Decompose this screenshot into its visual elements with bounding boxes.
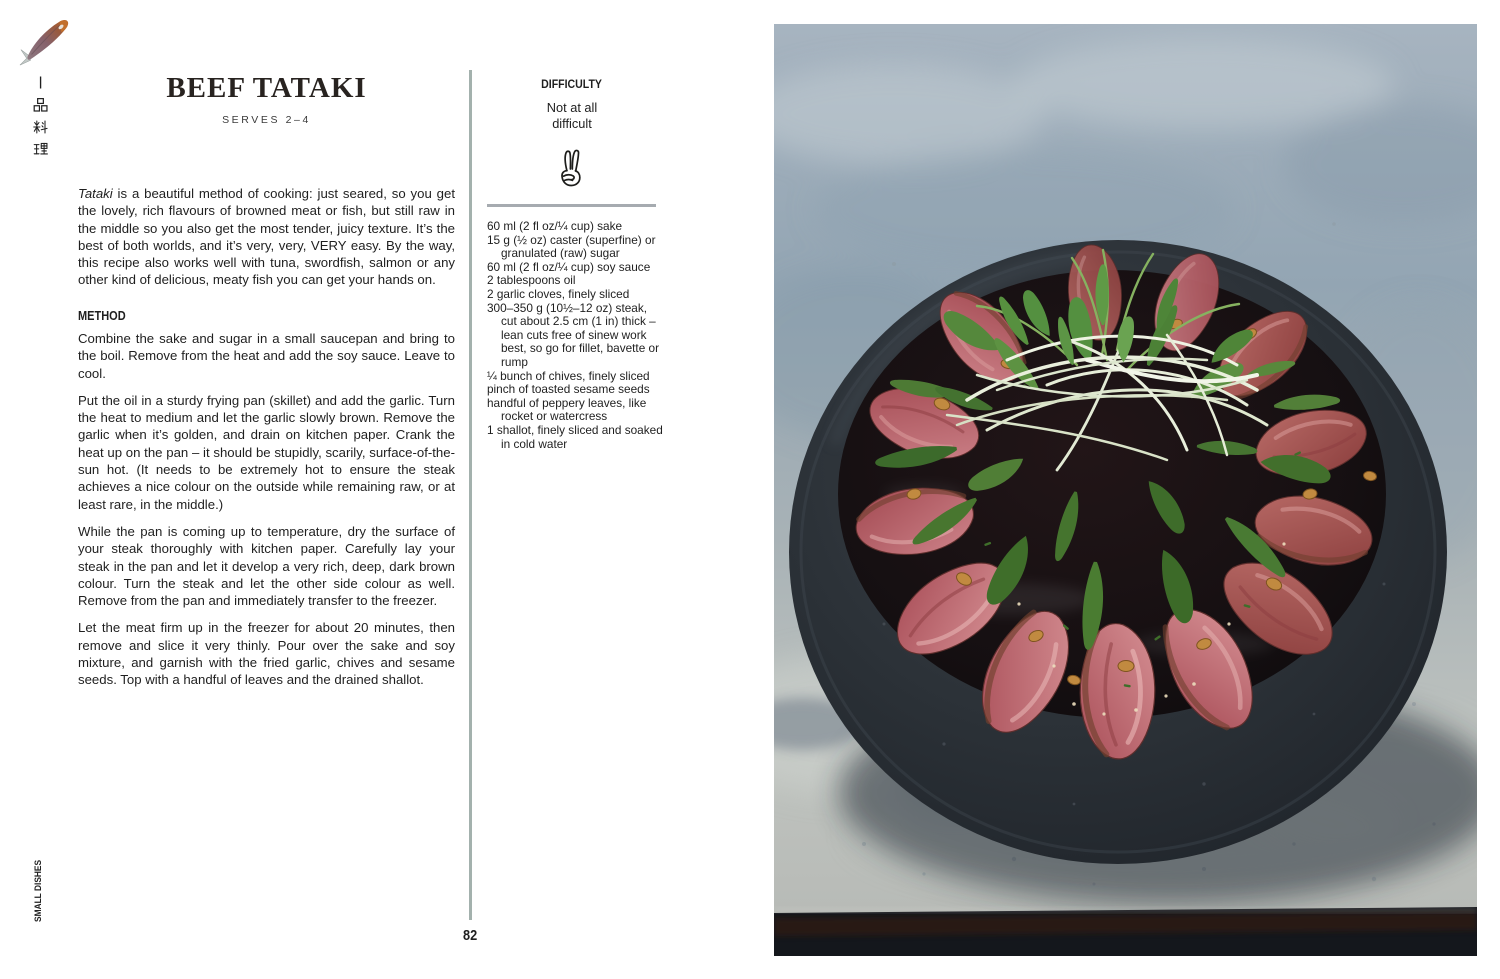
kanji-ichi-glyph (33, 74, 48, 91)
peace-hand-icon (487, 148, 657, 195)
table-edge (774, 907, 1477, 956)
difficulty-block (487, 77, 657, 195)
kanji-ryo-glyph (33, 119, 48, 135)
ingredient-item: 60 ml (2 fl oz/¼ cup) sake (487, 219, 623, 233)
method-paragraph: Combine the sake and sugar in a small saucepan and bring to the boil. Remove from the heat and add the soy sauce. Leave to cool. (78, 331, 455, 381)
method-paragraph: While the pan is coming up to temperature, dry the surface of your steak thoroughly with kitchen paper. Carefully lay your steak in the pan and let it develop a very rich, deep, dark brown colour. Turn the steak and let the other side colour as well. Remove from the pan and immediately transfer to the freezer. (78, 523, 455, 609)
intro-text: is a beautiful method of cooking: just seared, so you get the lovely, rich flavours of browned meat or fish, but still raw in the middle so you also get the most tender, juicy texture. It’s the best of both worlds, and it’s very, very, VERY easy. By the way, this recipe also works well with tuna, swordfish, salmon or any other kind of delicious, meaty fish you can get your hands on. (78, 186, 455, 288)
ingredient-item: handful of peppery leaves, like rocket or watercress (487, 395, 647, 424)
fish-icon (18, 10, 76, 73)
intro-paragraph (78, 185, 455, 289)
ingredient-item: 300–350 g (10½–12 oz) steak, cut about 2.5 cm (1 in) thick – lean cuts free of sinew work best, so go for fillet, bavette or rump (487, 300, 660, 369)
horizontal-divider-rule (487, 204, 656, 207)
photo-description-text (0, 0, 1, 1)
section-label-vertical: SMALL DISHES (33, 859, 44, 922)
difficulty-heading: DIFFICULTY (541, 77, 603, 91)
vertical-divider-rule (469, 70, 472, 920)
ingredient-item: 60 ml (2 fl oz/¼ cup) soy sauce (487, 259, 651, 274)
ingredient-item: 2 garlic cloves, finely sliced (487, 286, 630, 301)
difficulty-value: Not at all difficult (546, 100, 598, 131)
method-heading: METHOD (78, 309, 126, 323)
intro-lead-word: Tataki (78, 186, 113, 201)
kanji-ri-glyph (33, 141, 48, 157)
recipe-header (78, 72, 455, 126)
ingredients-list (487, 220, 665, 451)
serves-label: SERVES 2–4 (222, 114, 311, 126)
ingredient-item: 1 shallot, finely sliced and soaked in cold water (487, 422, 663, 451)
kanji-hin-glyph (33, 97, 48, 113)
ingredient-item: 15 g (½ oz) caster (superfine) or granulated (raw) sugar (487, 232, 656, 261)
page-number: 82 (462, 928, 478, 944)
food-photo (774, 24, 1477, 956)
method-paragraph: Let the meat firm up in the freezer for about 20 minutes, then remove and slice it very thinly. Pour over the sake and soy mixture, and garnish with the fried garlic, chives and sesame seeds. Top with a handful of leaves and the drained shallot. (78, 620, 455, 688)
ingredient-item: ¼ bunch of chives, finely sliced (487, 368, 650, 383)
page-title: BEEF TATAKI (166, 72, 367, 104)
method-paragraphs (78, 330, 455, 699)
ingredient-item: 2 tablespoons oil (487, 273, 576, 288)
method-paragraph: Put the oil in a sturdy frying pan (skillet) and add the garlic. Turn the heat to medium and let the garlic slowly brown. Remove the garlic when it’s golden, and drain on kitchen paper. Crank the heat up on the pan – it should be stupidly, scarily, surface-of-the-sun hot. (It needs to be extremely hot to ensure the steak achieves a nice colour on the outside while remaining raw, or at least rare, in the middle.) (78, 392, 455, 512)
japanese-vertical-label (30, 74, 50, 157)
ingredient-item: pinch of toasted sesame seeds (487, 382, 650, 397)
